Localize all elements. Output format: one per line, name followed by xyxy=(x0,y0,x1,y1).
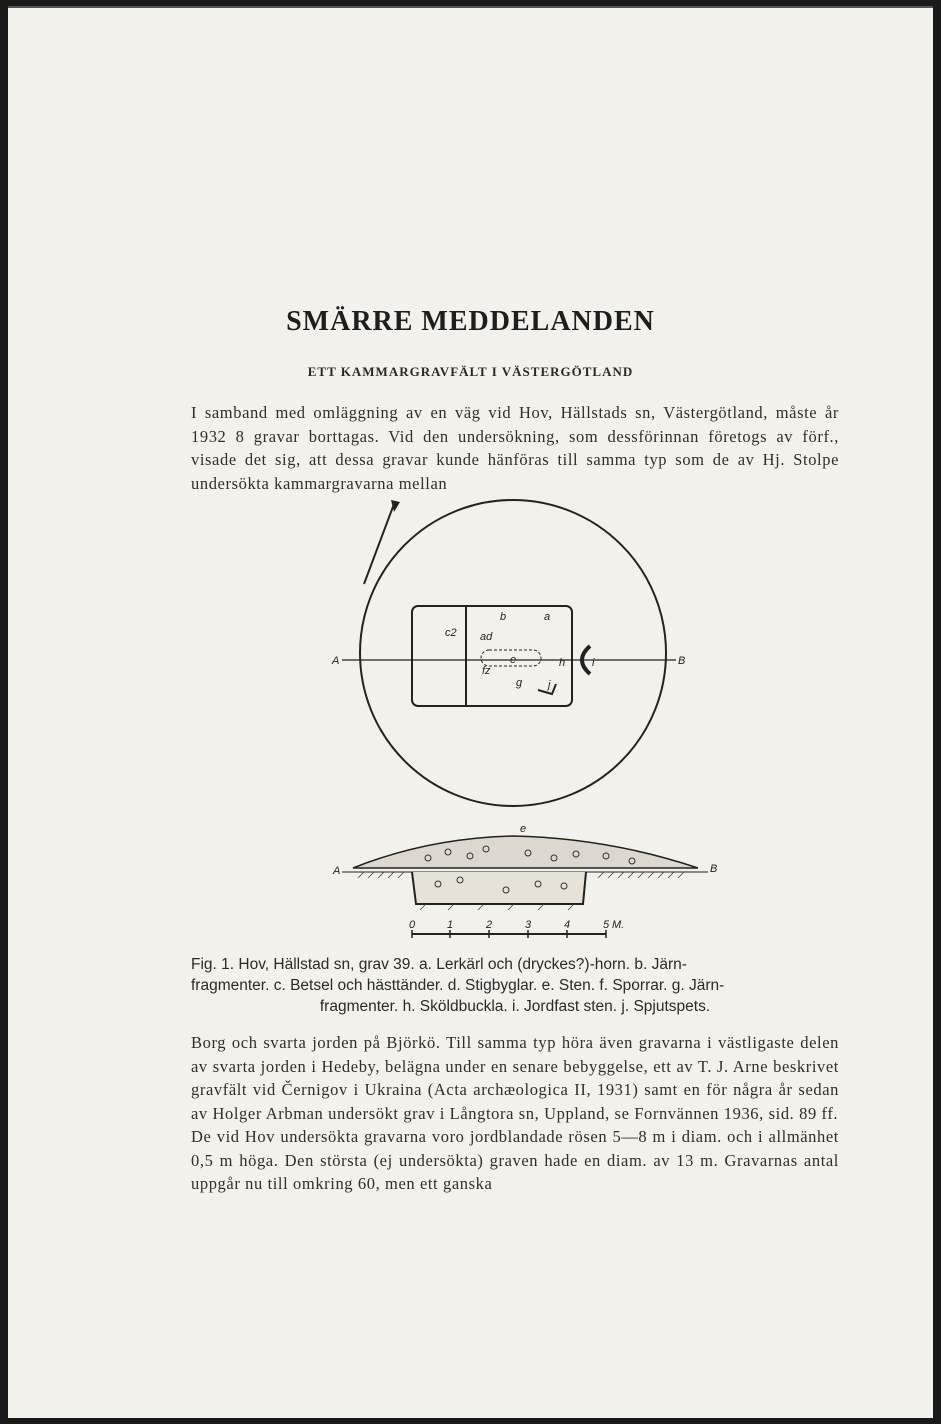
section-label-e: e xyxy=(520,823,527,835)
plan-label-i: i xyxy=(592,657,595,669)
scale-tick-5: 5 xyxy=(603,919,610,931)
scale-unit: M. xyxy=(612,919,625,931)
plan-label-ad: ad xyxy=(480,631,493,643)
mound-circle xyxy=(360,500,666,806)
plan-label-j: j xyxy=(548,679,551,691)
section-title: SMÄRRE MEDDELANDEN xyxy=(286,306,655,337)
figure-caption xyxy=(191,954,839,1017)
scale-tick-3: 3 xyxy=(525,919,532,931)
grave-plan-figure xyxy=(8,6,933,951)
section-label-a: A xyxy=(333,865,341,877)
plan-label-b: B xyxy=(678,655,686,667)
scale-tick-1: 1 xyxy=(447,919,454,931)
plan-label-a-find: a xyxy=(544,611,551,623)
body-text xyxy=(191,1031,839,1196)
article-subtitle: ETT KAMMARGRAVFÄLT I VÄSTERGÖTLAND xyxy=(307,364,634,379)
plan-label-fz: fz xyxy=(482,665,491,677)
section-label-b: B xyxy=(710,863,718,875)
plan-label-h: h xyxy=(559,657,566,669)
spear-point xyxy=(538,684,556,694)
caption-line-1: Fig. 1. Hov, Hällstad sn, grav 39. a. Lerkärl och (dryckes?)-horn. b. Järn- xyxy=(191,956,687,973)
plan-label-b-find: b xyxy=(500,611,507,623)
plan-label-a: A xyxy=(332,655,340,667)
paragraph-intro: I samband med omläggning av en väg vid Hov, Hällstads sn, Västergötland, måste år 1932 8 gravar borttagas. Vid den undersökning, som dessförinnan företogs av förf., visade det sig, att dessa gravar kunde hänföras till samma typ som de av Hj. Stolpe undersökta kammargravarna mellan xyxy=(191,403,839,493)
scale-tick-4: 4 xyxy=(564,919,571,931)
caption-line-3: fragmenter. h. Sköldbuckla. i. Jordfast sten. j. Spjutspets. xyxy=(319,998,711,1015)
paragraph-comparison: Borg och svarta jorden på Björkö. Till samma typ höra även gravarna i västligaste delen av svarta jorden i Hedeby, belägna under en senare bebyggelse, ett av T. J. Arne beskrivet gravfält vid Černigov i Ukraina (Acta archæologica II, 1931) samt en för några år sedan av Holger Arbman undersökt grav i Långtora sn, Uppland, se Fornvännen 1936, sid. 89 ff. xyxy=(191,1033,839,1123)
plan-label-g: g xyxy=(516,677,523,689)
scale-tick-2: 2 xyxy=(486,919,493,931)
scale-tick-0: 0 xyxy=(409,919,416,931)
caption-line-2: fragmenter. c. Betsel och hästtänder. d. Stigbyglar. e. Sten. f. Sporrar. g. Järn- xyxy=(191,977,725,994)
chamber-section xyxy=(412,872,586,904)
plan-label-e: e xyxy=(510,654,517,666)
plan-label-c2: c2 xyxy=(445,627,457,639)
paragraph-description: De vid Hov undersökta gravarna voro jordblandade rösen 5—8 m i diam. och i allmänhet 0,5 m höga. Den största (ej undersökta) graven hade en diam. av 13 m. Gravarnas antal uppgår nu till omkring 60, men ett ganska xyxy=(191,1127,839,1193)
north-arrow xyxy=(364,504,394,584)
page xyxy=(8,6,933,1418)
